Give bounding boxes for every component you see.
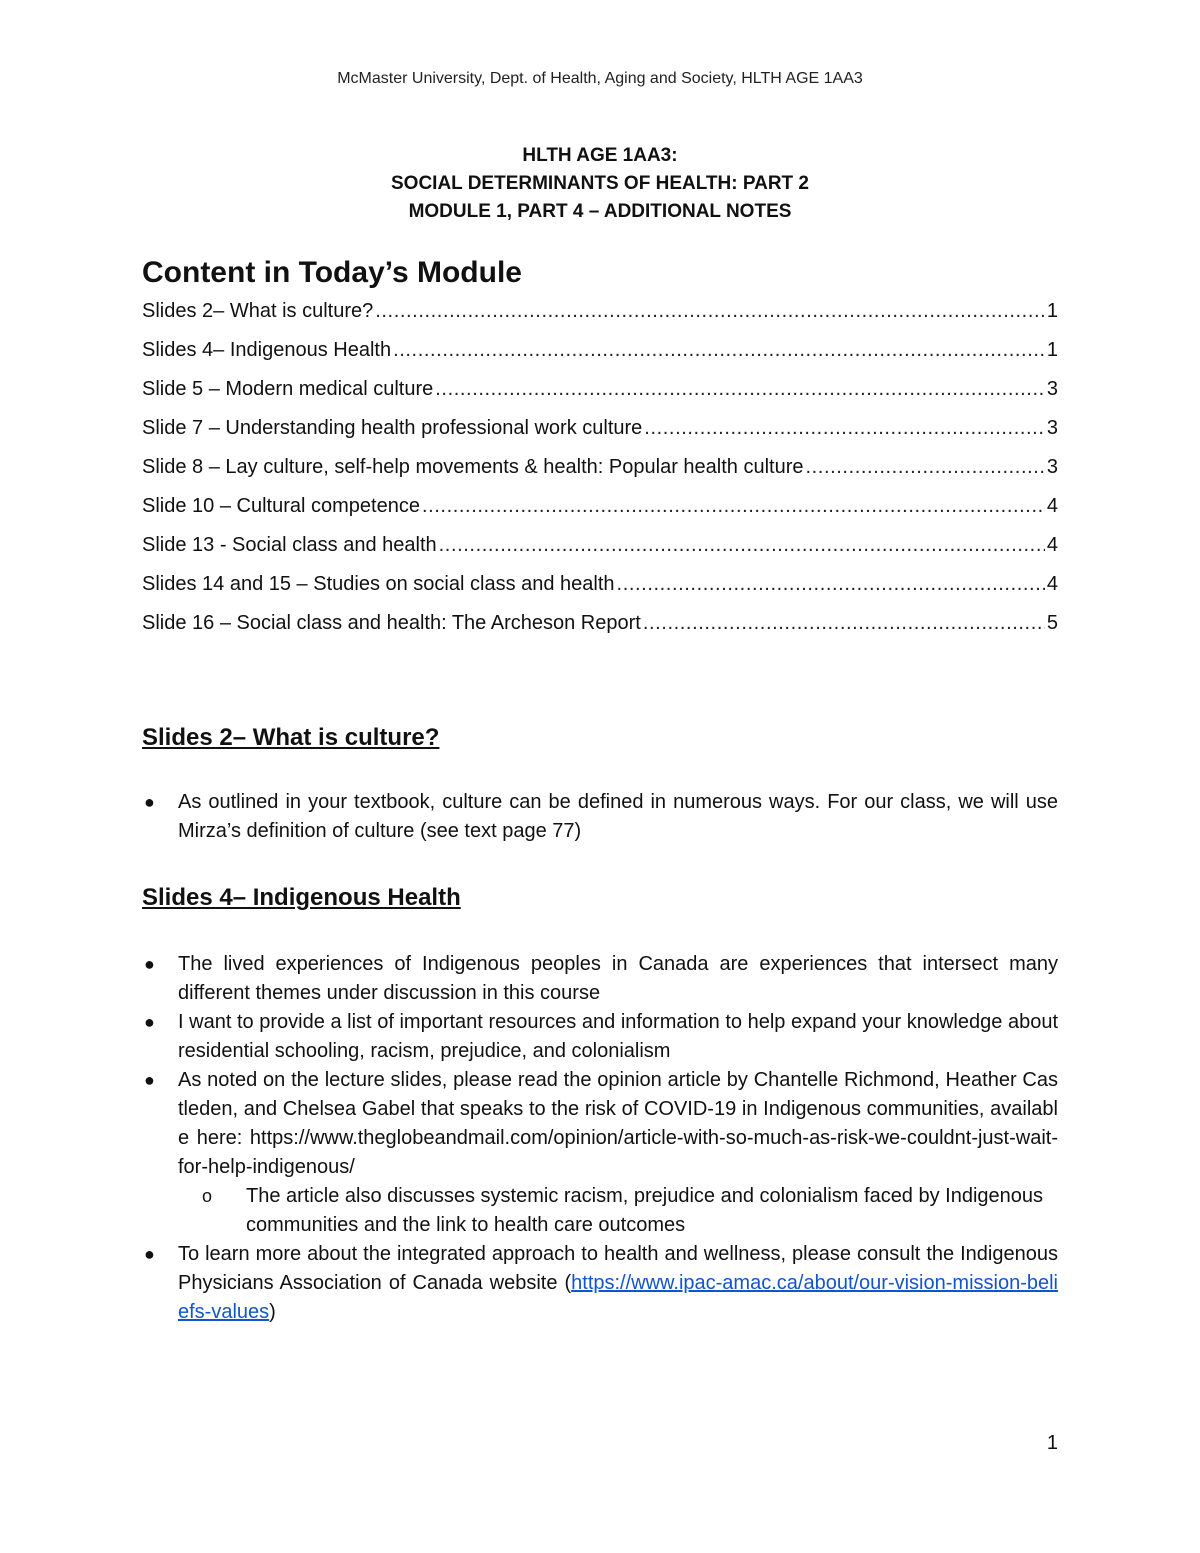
toc-entry-label: Slide 16 – Social class and health: The Archeson Report: [142, 612, 641, 634]
list-item: [142, 1066, 1058, 1182]
list-item: [142, 788, 1058, 846]
bullet-text-pre: To learn more about the integrated approach to health and wellness, please consult the Indigenous Physicians Association of Canada website (: [178, 1243, 1058, 1294]
section-heading-indigenous-health: Slides 4– Indigenous Health: [142, 884, 461, 911]
section-heading-culture: Slides 2– What is culture?: [142, 724, 440, 751]
toc-entry[interactable]: [142, 300, 1058, 339]
bullet-icon: ●: [144, 1070, 155, 1090]
bullet-text-post: ): [269, 1301, 276, 1323]
toc-entry-page: 1: [1046, 339, 1058, 361]
toc-entry[interactable]: [142, 495, 1058, 534]
list-item: [142, 1008, 1058, 1066]
toc-entry-page: 1: [1046, 300, 1058, 322]
toc-entry-page: 3: [1046, 417, 1058, 439]
bullet-icon: ●: [144, 792, 155, 812]
ipac-website-link[interactable]: https://www.ipac-amac.ca/about/our-vision-mission-beliefs-values: [178, 1272, 1058, 1323]
toc-entry-page: 5: [1046, 612, 1058, 634]
document-title-block: [0, 142, 1200, 226]
toc-entry[interactable]: [142, 339, 1058, 378]
indigenous-bullet-list: [142, 950, 1058, 1327]
toc-entry-page: 3: [1046, 378, 1058, 400]
toc-leader-dots: [439, 534, 1045, 557]
bullet-text: As outlined in your textbook, culture can be defined in numerous ways. For our class, we will use Mirza’s definition of culture (see text page 77): [178, 791, 1058, 842]
toc-leader-dots: [644, 417, 1045, 440]
toc-entry[interactable]: [142, 417, 1058, 456]
toc-entry-label: Slides 2– What is culture?: [142, 300, 374, 322]
toc-leader-dots: [375, 300, 1045, 323]
culture-bullet-list: [142, 788, 1058, 846]
toc-entry-page: 4: [1046, 534, 1058, 556]
title-line-course: HLTH AGE 1AA3:: [522, 145, 678, 166]
sub-bullet-text: The article also discusses systemic racism, prejudice and colonialism faced by Indigenous communities and the link to health care outcomes: [246, 1185, 1044, 1236]
toc-entry[interactable]: [142, 612, 1058, 651]
toc-entry[interactable]: [142, 378, 1058, 417]
toc-leader-dots: [422, 495, 1045, 518]
toc-entry[interactable]: [142, 534, 1058, 573]
bullet-icon: ●: [144, 954, 155, 974]
toc-leader-dots: [643, 612, 1045, 635]
toc-entry-label: Slide 13 - Social class and health: [142, 534, 437, 556]
toc-leader-dots: [393, 339, 1045, 362]
toc-leader-dots: [617, 573, 1045, 596]
toc-entry-label: Slide 8 – Lay culture, self-help movements & health: Popular health culture: [142, 456, 804, 478]
list-item: [142, 1240, 1058, 1327]
toc-entry[interactable]: [142, 456, 1058, 495]
bullet-text: I want to provide a list of important resources and information to help expand your knowledge about residential schooling, racism, prejudice, and colonialism: [178, 1011, 1058, 1062]
toc-entry-page: 4: [1046, 495, 1058, 517]
title-line-module: MODULE 1, PART 4 – ADDITIONAL NOTES: [408, 201, 792, 222]
toc-entry-label: Slide 10 – Cultural competence: [142, 495, 420, 517]
bullet-icon: ●: [144, 1012, 155, 1032]
page-number: 1: [1046, 1432, 1058, 1454]
toc-entry-label: Slide 7 – Understanding health professional work culture: [142, 417, 643, 439]
toc-leader-dots: [805, 456, 1044, 479]
bullet-icon: ●: [144, 1244, 155, 1264]
sub-list-item: [142, 1182, 1058, 1240]
bullet-text: As noted on the lecture slides, please read the opinion article by Chantelle Richmond, Heather Castleden, and Chelsea Gabel that speaks to the risk of COVID-19 in Indigenous communities, available here: https://www.theglobeandmail.com/opinion/article-with-so-much-as-risk-we-couldnt-just-wait-for-help-indigenous/: [178, 1069, 1058, 1178]
toc-entry-page: 3: [1046, 456, 1058, 478]
toc-heading: Content in Today’s Module: [142, 256, 522, 289]
toc-entry-page: 4: [1046, 573, 1058, 595]
list-item: [142, 950, 1058, 1008]
bullet-text: The lived experiences of Indigenous peoples in Canada are experiences that intersect many different themes under discussion in this course: [178, 953, 1058, 1004]
title-line-topic: SOCIAL DETERMINANTS OF HEALTH: PART 2: [391, 173, 809, 194]
running-header: McMaster University, Dept. of Health, Aging and Society, HLTH AGE 1AA3: [337, 70, 863, 87]
toc-entry-label: Slide 5 – Modern medical culture: [142, 378, 434, 400]
sub-bullet-icon: o: [202, 1186, 213, 1206]
bullet-text: [178, 1240, 1058, 1327]
toc-entry-label: Slides 14 and 15 – Studies on social class and health: [142, 573, 615, 595]
toc-entry[interactable]: [142, 573, 1058, 612]
toc-entry-label: Slides 4– Indigenous Health: [142, 339, 392, 361]
table-of-contents: [142, 300, 1058, 651]
toc-leader-dots: [435, 378, 1045, 401]
